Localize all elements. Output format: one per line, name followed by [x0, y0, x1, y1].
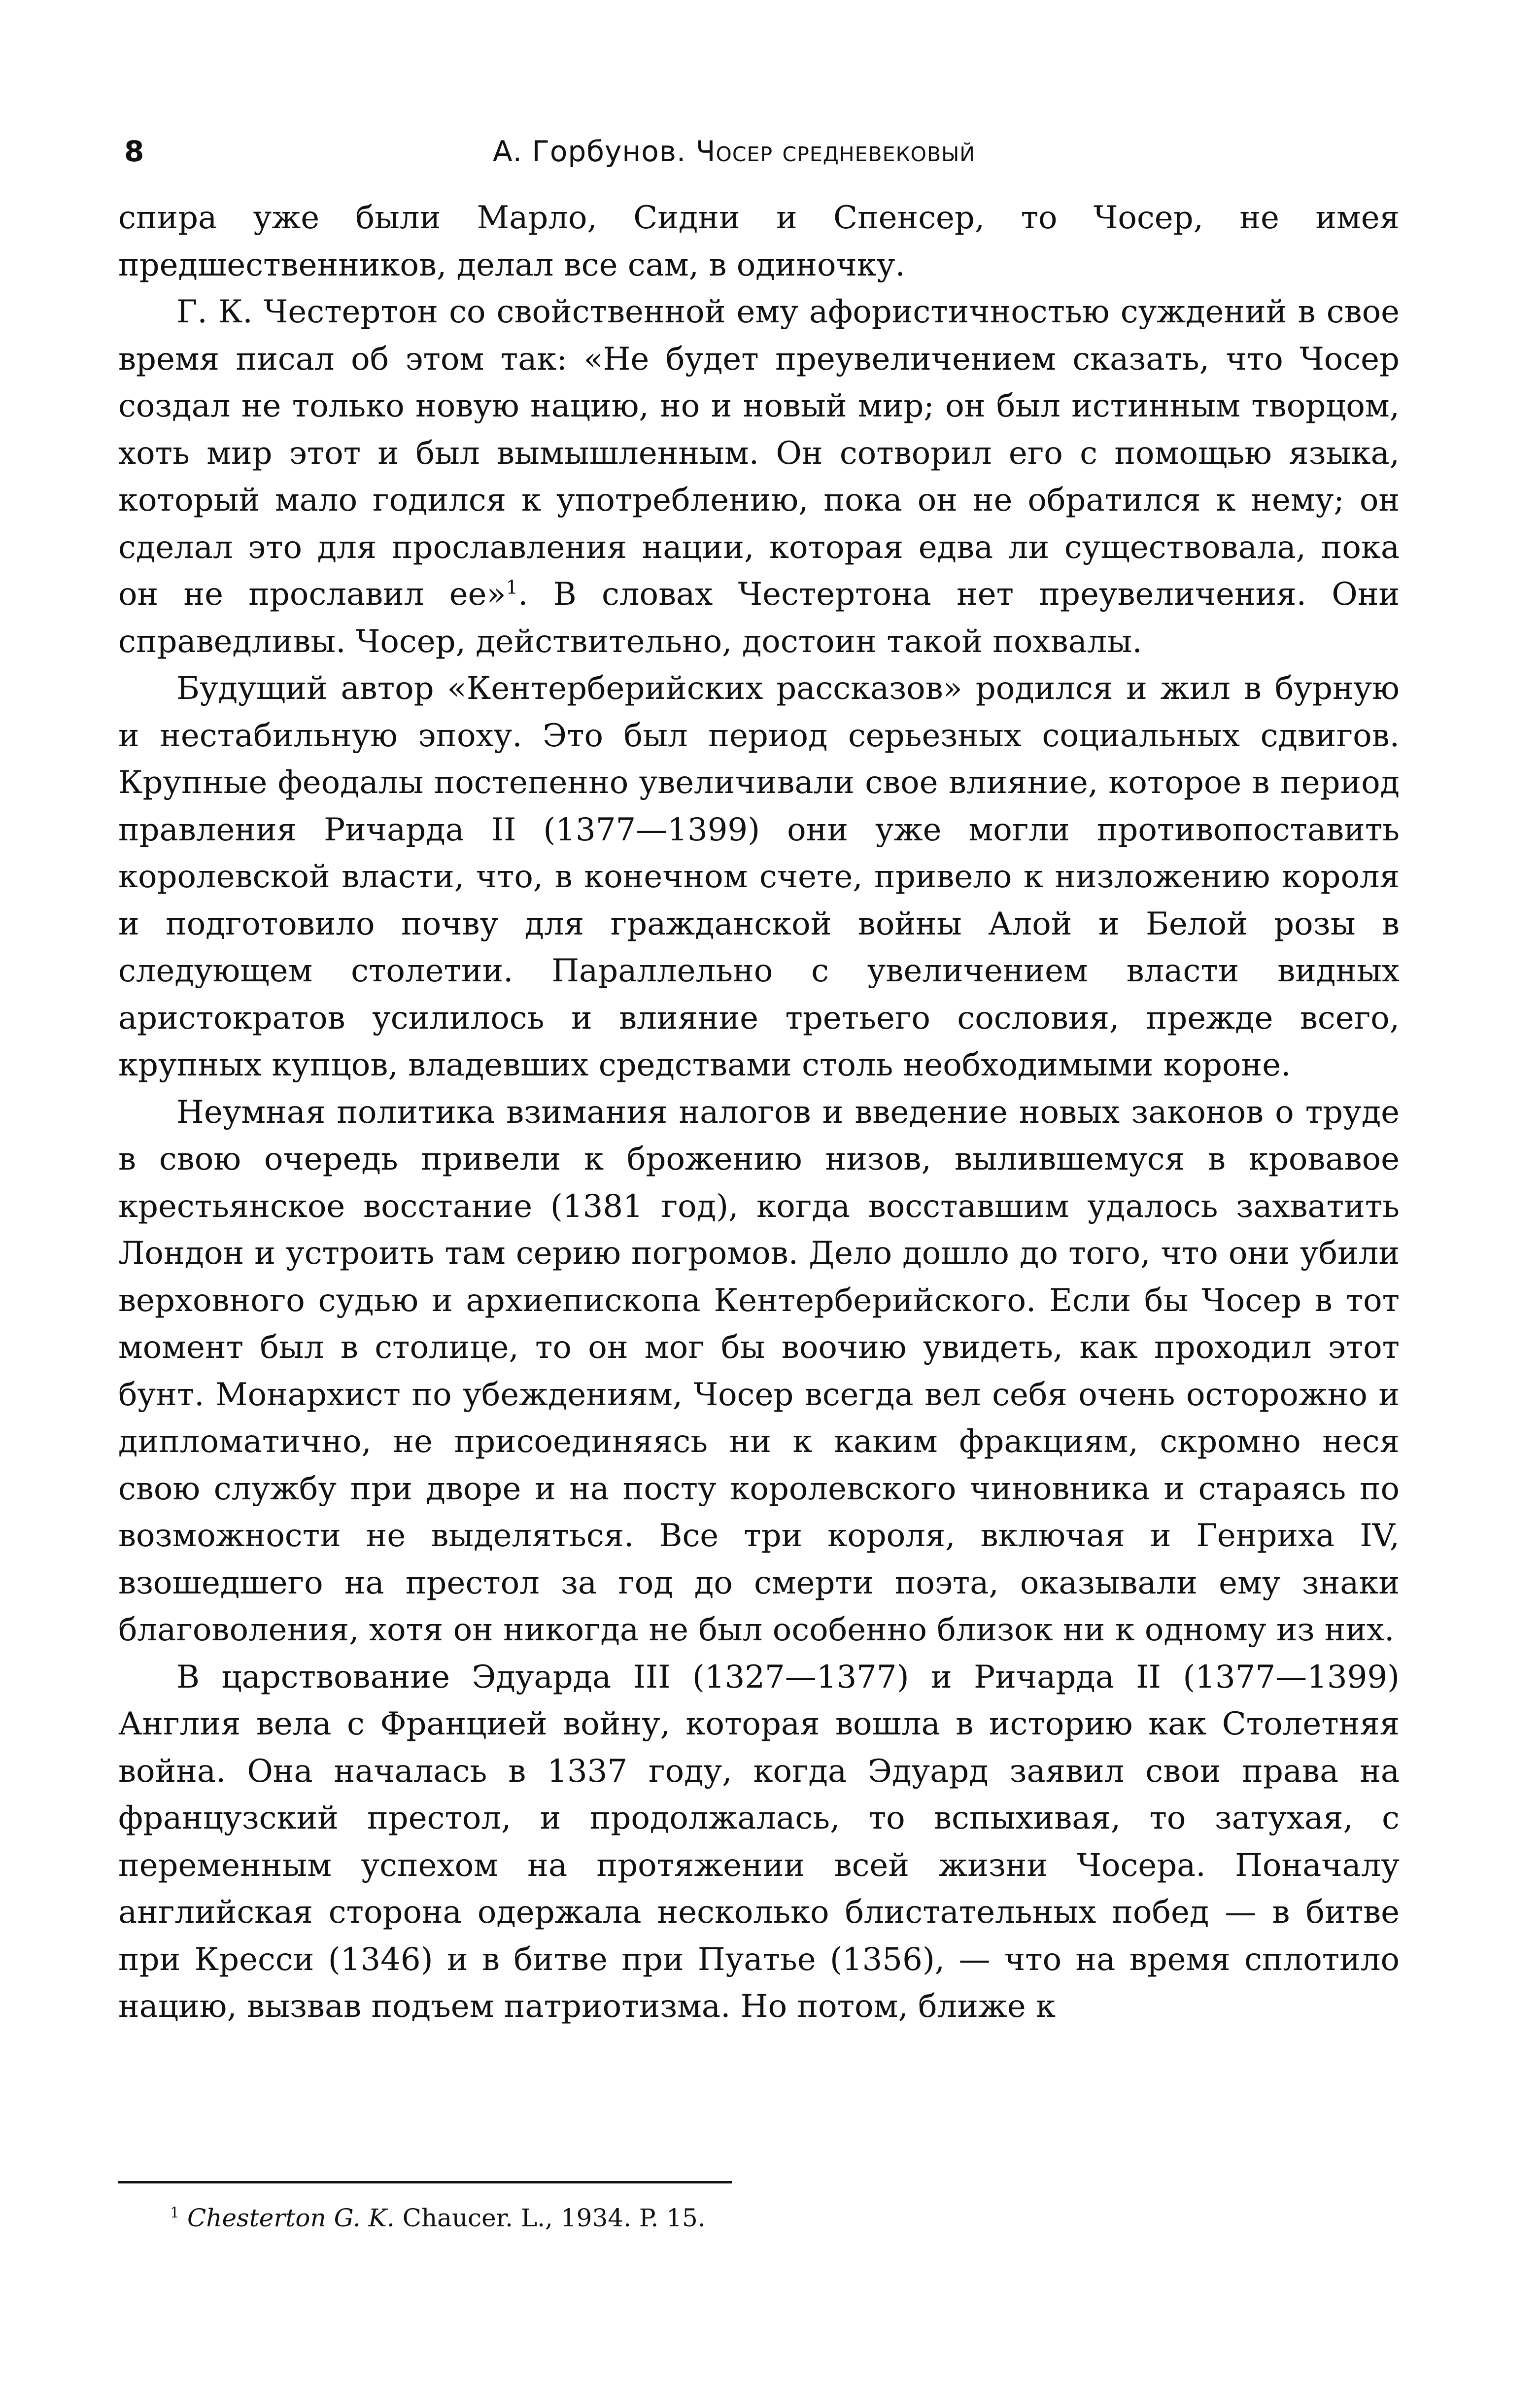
footnote-author: Chesterton G. K. [187, 2204, 395, 2232]
paragraph-3: Будущий автор «Кентерберийских рассказов» родился и жил в бурную и нестабильную эпоху. Это был период серьезных социальных сдвигов. Крупные феодалы постепенно увеличивали свое влияние, которое в период правления Ричарда II (1377—1399) они уже могли противопоставить королевской власти, что, в конечном счете, привело к низложению короля и подготовило почву для гражданской войны Алой и Белой розы в следующем столетии. Параллельно с увеличением власти видных аристократов усилилось и влияние третьего сословия, прежде всего, крупных купцов, владевших средствами столь необходимыми короне. [118, 670, 1400, 1083]
main-text [118, 195, 1400, 2031]
page-number: 8 [124, 135, 144, 168]
running-head [118, 129, 1400, 173]
footnote-divider [118, 2181, 732, 2183]
running-title-book: Чосер средневековый [695, 135, 975, 168]
paragraph-1: спира уже были Марло, Сидни и Спенсер, то Чосер, не имея предшественников, делал все сам, в одиночку. [118, 200, 1400, 283]
running-title [493, 129, 975, 173]
footnote [170, 2198, 1353, 2238]
footnote-ref[interactable]: 1 [506, 576, 518, 599]
paragraph-2-text-after-note: . В словах Честертона нет преувеличения. Они справедливы. Чосер, действительно, достоин такой похвалы. [118, 576, 1400, 660]
running-title-author: А. Горбунов. [493, 135, 686, 168]
footnote-number: 1 [170, 2204, 180, 2222]
paragraph-2-text-before-note: Г. К. Честертон со свойственной ему афористичностью суждений в свое время писал об этом так: «Не будет преувеличением сказать, что Чосер создал не только новую нацию, но и новый мир; он был истинным творцом, хоть мир этот и был вымышленным. Он сотворил его с помощью языка, который мало годился к употреблению, пока он не обратился к нему; он сделал это для прославления нации, которая едва ли существовала, пока он не прославил ее» [118, 294, 1400, 613]
footnote-citation: Chaucer. L., 1934. P. 15. [402, 2204, 706, 2232]
paragraph-5: В царствование Эдуарда III (1327—1377) и Ричарда II (1377—1399) Англия вела с Францией войну, которая вошла в историю как Столетняя война. Она началась в 1337 году, когда Эдуард заявил свои права на французский престол, и продолжалась, то вспыхивая, то затухая, с переменным успехом на протяжении всей жизни Чосера. Поначалу английская сторона одержала несколько блистательных побед — в битве при Кресси (1346) и в битве при Пуатье (1356), — что на время сплотило нацию, вызвав подъем патриотизма. Но потом, ближе к [118, 1659, 1400, 2025]
paragraph-2 [118, 289, 1400, 665]
paragraph-4: Неумная политика взимания налогов и введение новых законов о труде в свою очередь привели к брожению низов, вылившемуся в кровавое крестьянское восстание (1381 год), когда восставшим удалось захватить Лондон и устроить там серию погромов. Дело дошло до того, что они убили верховного судью и архиепископа Кентерберийского. Если бы Чосер в тот момент был в столице, то он мог бы воочию увидеть, как проходил этот бунт. Монархист по убеждениям, Чосер всегда вел себя очень осторожно и дипломатично, не присоединяясь ни к каким фракциям, скромно неся свою службу при дворе и на посту королевского чиновника и стараясь по возможности не выделяться. Все три короля, включая и Генриха IV, взошедшего на престол за год до смерти поэта, оказывали ему знаки благоволения, хотя он никогда не был особенно близок ни к одному из них. [118, 1094, 1400, 1648]
